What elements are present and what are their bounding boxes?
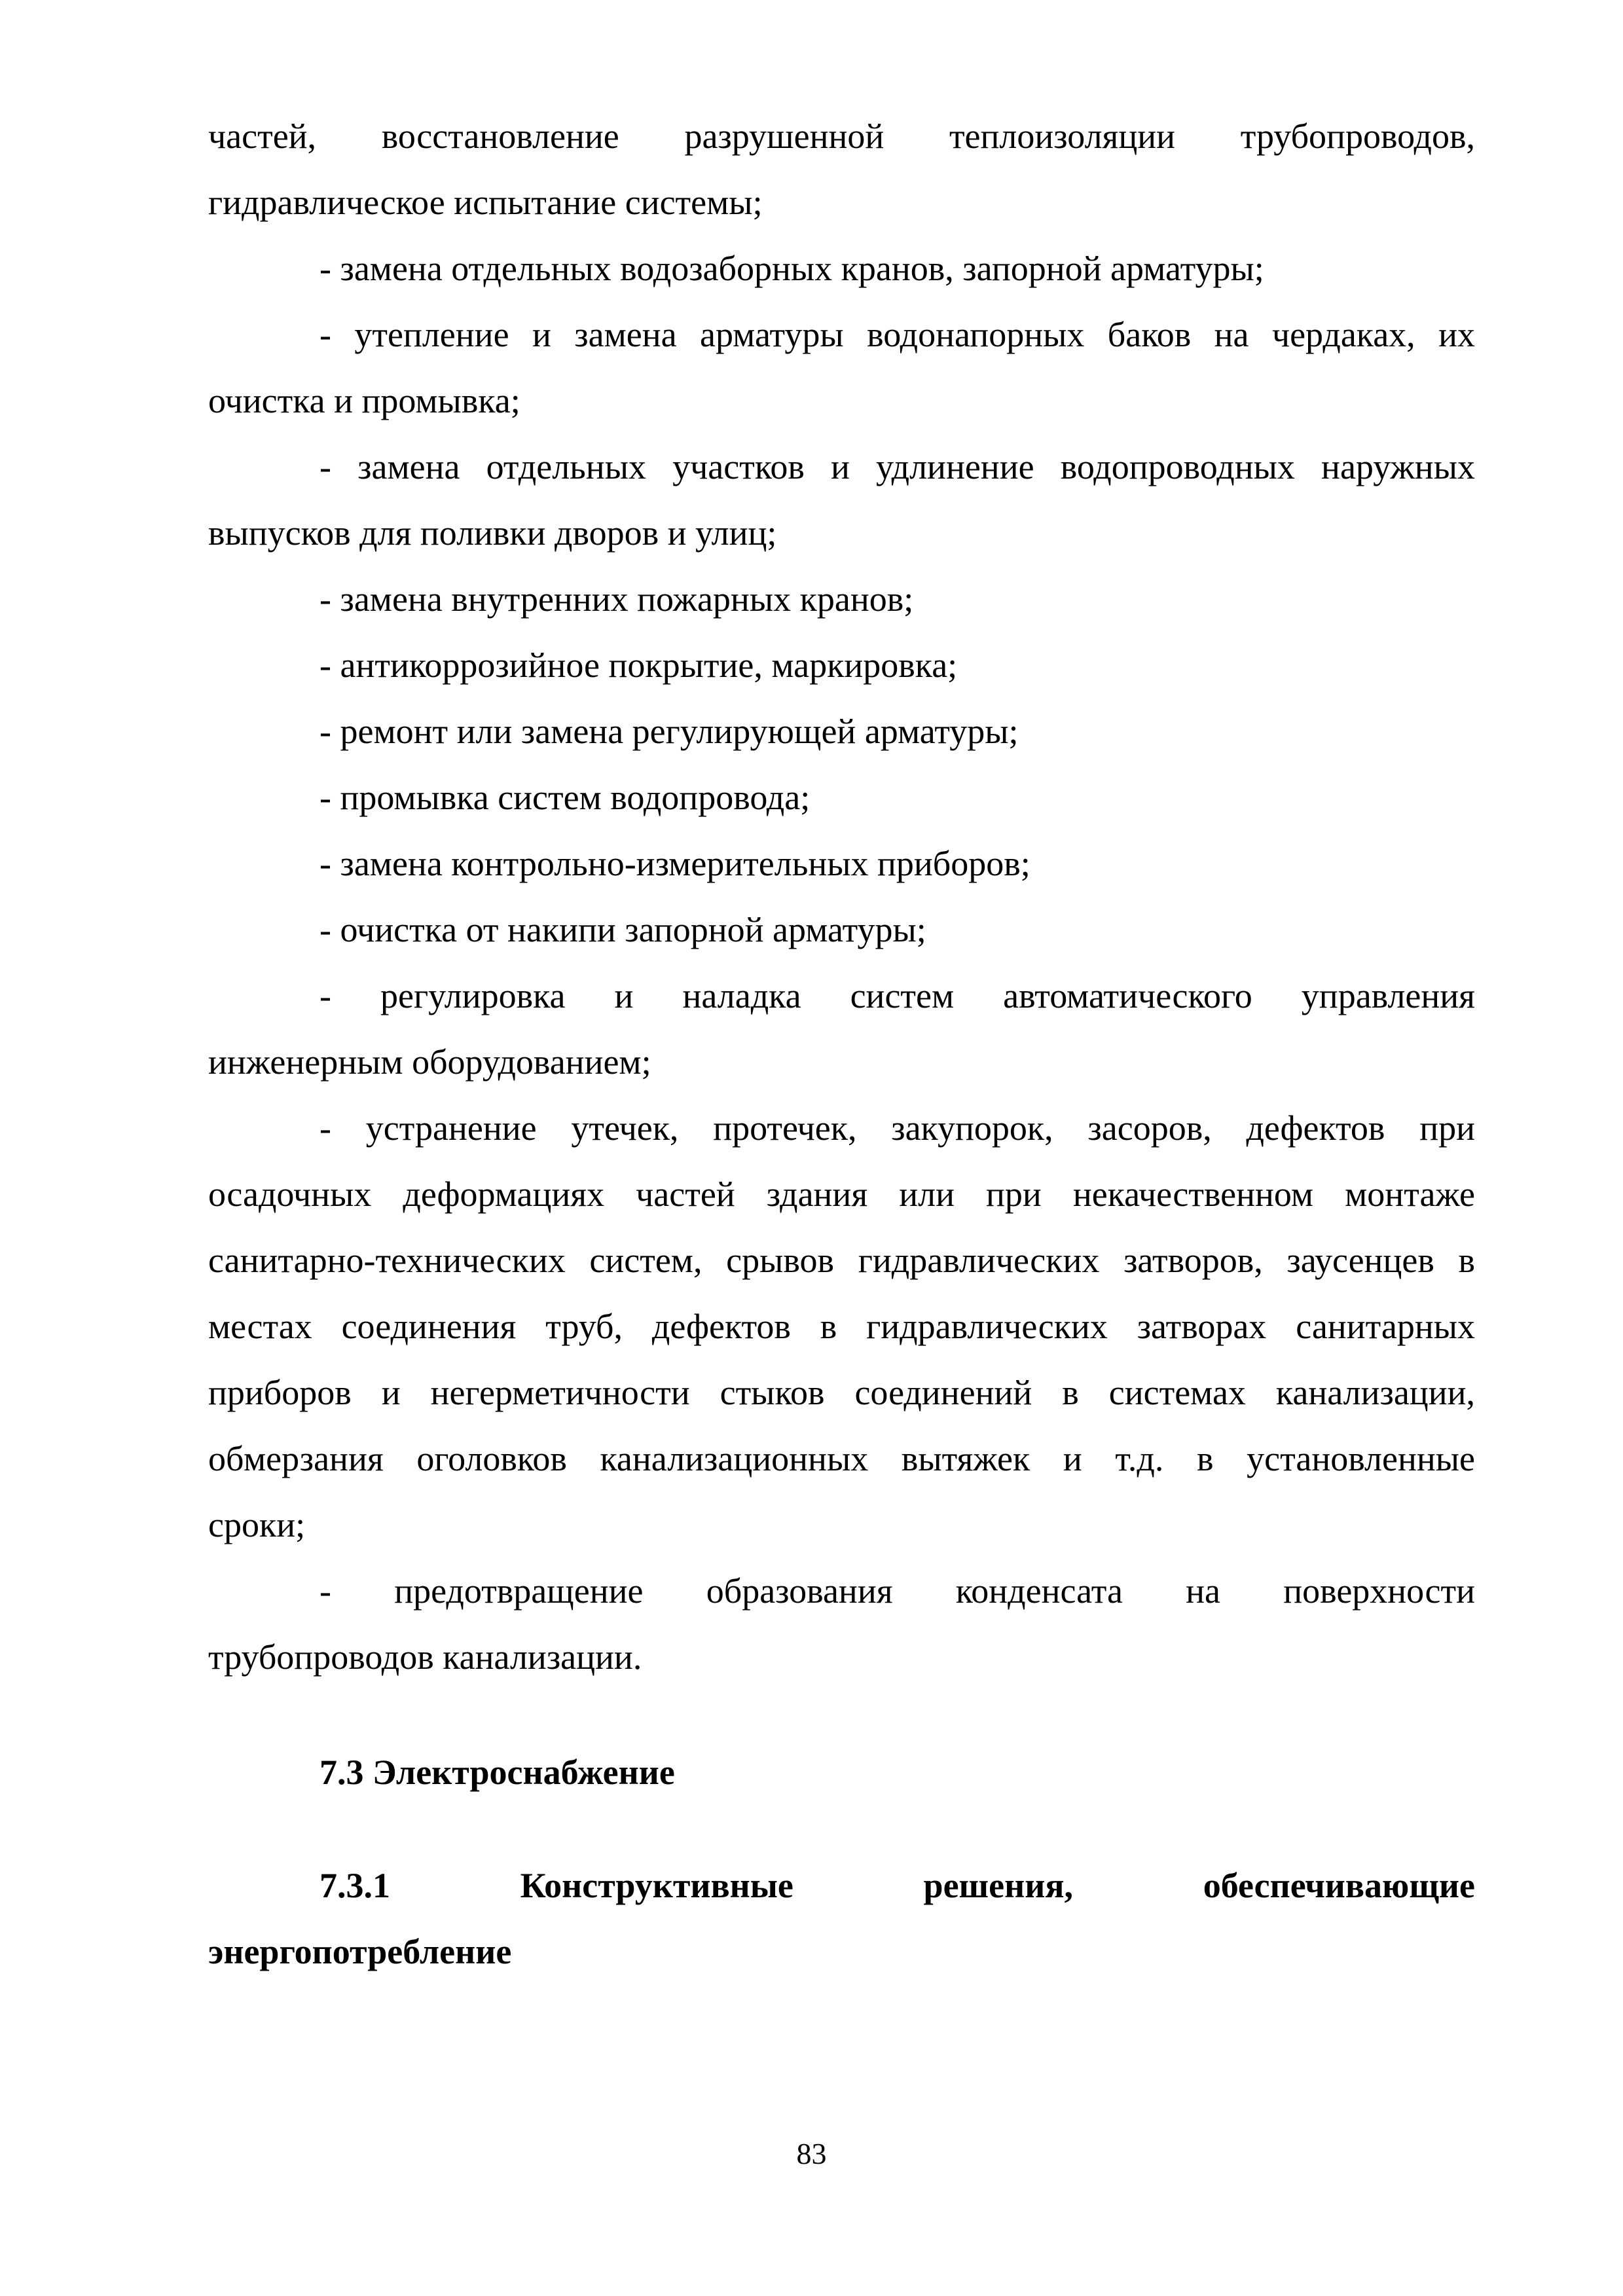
subsection-heading-continued: энергопотребление [208,1932,512,1971]
document-page [208,103,1475,1985]
body-line: сроки; [208,1505,306,1544]
body-line: выпусков для поливки дворов и улиц; [208,513,777,553]
body-line: частей, восстановление разрушенной теплоизоляции трубопроводов, [208,117,1475,156]
body-line: инженерным оборудованием; [208,1042,651,1082]
list-item: - антикоррозийное покрытие, маркировка; [319,646,958,685]
list-item: - замена контрольно-измерительных приборов; [319,844,1030,883]
list-item: - регулировка и наладка систем автоматического управления [319,976,1475,1015]
list-item: - очистка от накипи запорной арматуры; [319,910,926,949]
body-line: приборов и негерметичности стыков соединений в системах канализации, [208,1373,1475,1412]
spacer [208,1690,1475,1740]
subsection-heading: 7.3.1 Конструктивные решения, обеспечивающие [319,1866,1475,1905]
list-item: - промывка систем водопровода; [319,778,811,817]
body-line: санитарно-технических систем, срывов гидравлических затворов, заусенцев в [208,1241,1475,1280]
body-line: местах соединения труб, дефектов в гидравлических затворах санитарных [208,1307,1475,1346]
section-heading: 7.3 Электроснабжение [319,1753,675,1792]
list-item: - замена отдельных водозаборных кранов, запорной арматуры; [319,249,1264,288]
list-item: - замена отдельных участков и удлинение водопроводных наружных [319,447,1475,486]
list-item: - замена внутренних пожарных кранов; [319,579,914,619]
body-line: гидравлическое испытание системы; [208,183,763,222]
page-number: 83 [796,2137,827,2170]
list-item: - устранение утечек, протечек, закупорок, засоров, дефектов при [319,1108,1475,1148]
body-line: обмерзания оголовков канализационных вытяжек и т.д. в установленные [208,1439,1475,1478]
body-line: осадочных деформациях частей здания или при некачественном монтаже [208,1175,1475,1214]
spacer [208,1806,1475,1853]
list-item: - утепление и замена арматуры водонапорных баков на чердаках, их [319,315,1475,354]
list-item: - ремонт или замена регулирующей арматуры; [319,712,1019,751]
list-item: - предотвращение образования конденсата на поверхности [319,1571,1475,1611]
body-line: очистка и промывка; [208,381,520,420]
body-line: трубопроводов канализации. [208,1637,642,1677]
